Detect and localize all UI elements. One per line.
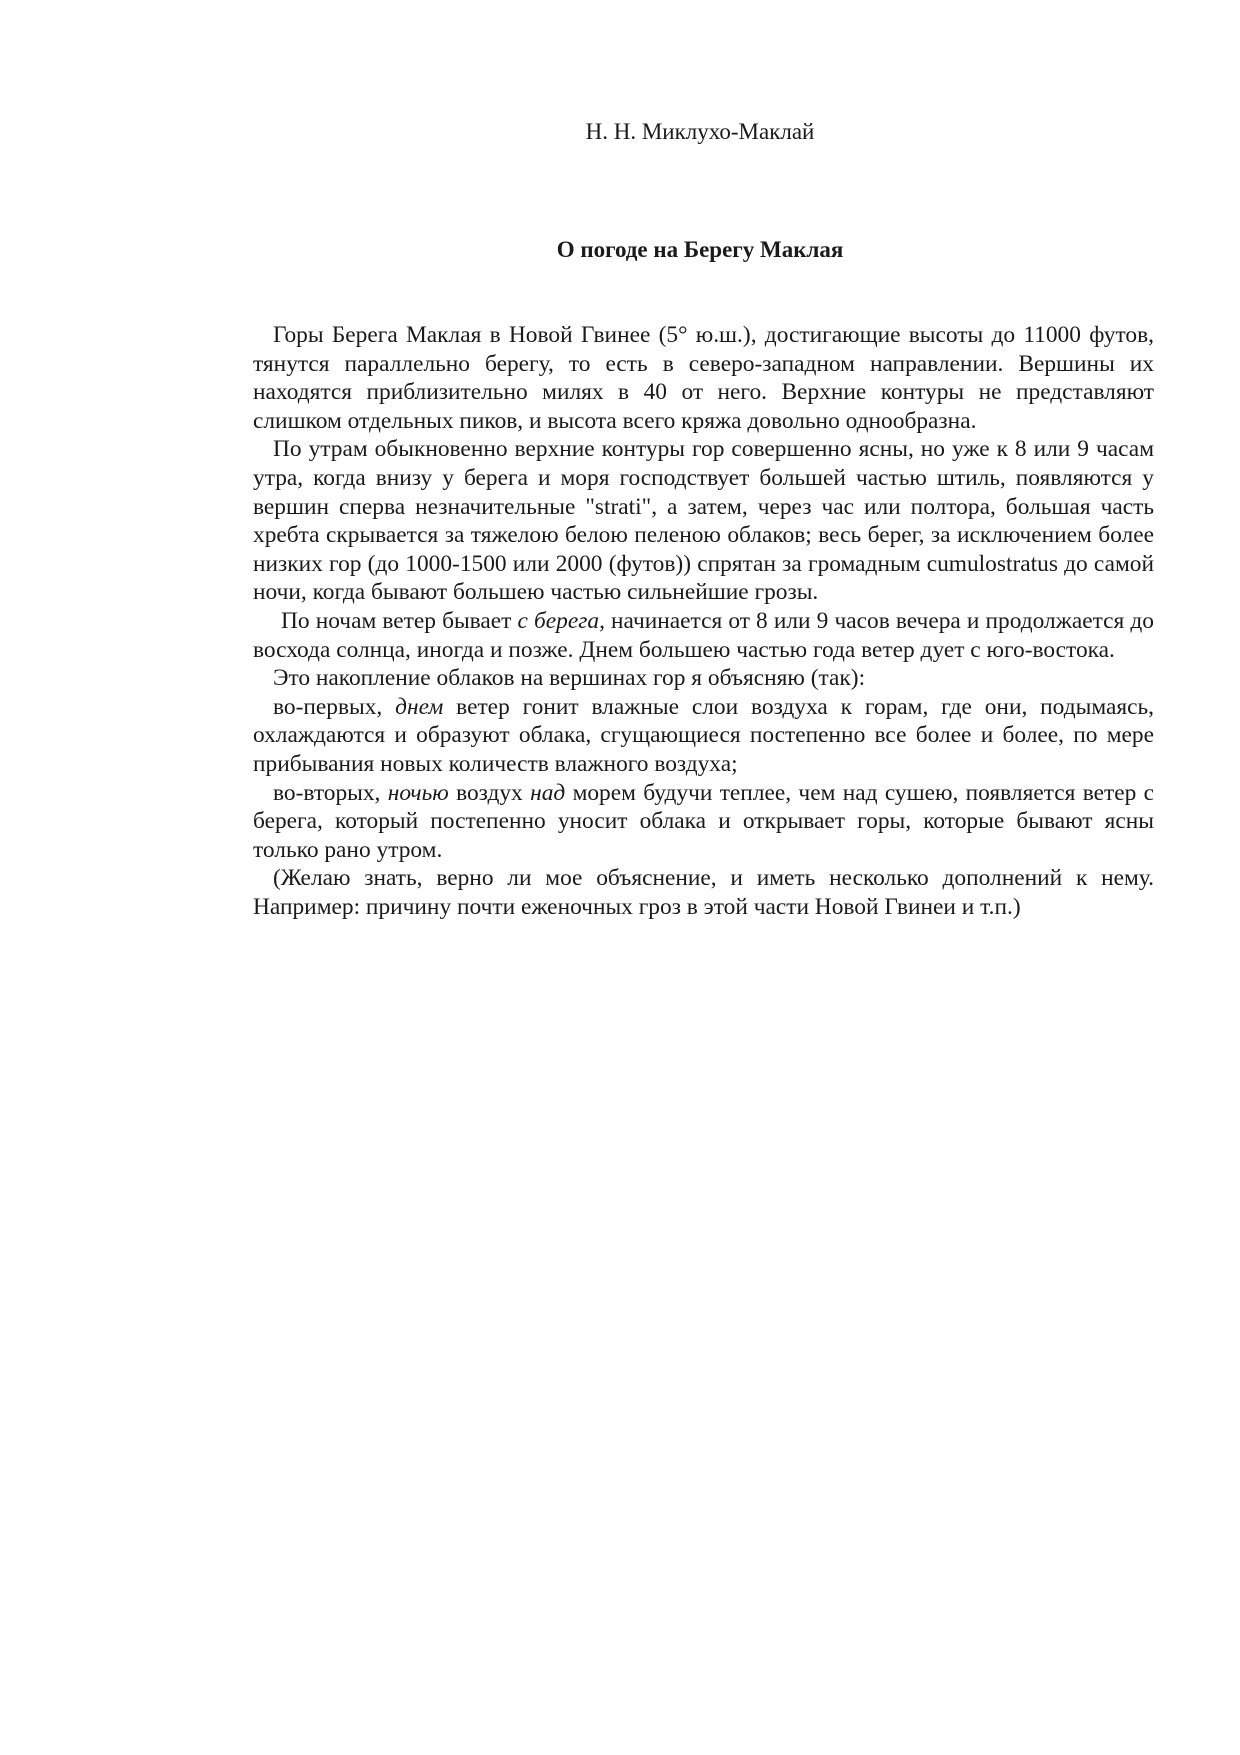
paragraph-1: Горы Берега Маклая в Новой Гвинее (5° ю.ш.), достигающие высоты до 11000 футов, тянутся параллельно берегу, то есть в северо-западном направлении. Вершины их находятся приблизительно милях в 40 от него. Верхние контуры не представляют слишком отдельных пиков, и высота всего кряжа довольно однообразна. (253, 322, 1154, 434)
paragraph-7: (Желаю знать, верно ли мое объяснение, и иметь несколько дополнений к нему. Например: причину почти еженочных гроз в этой части Новой Гвинеи и т.п.) (253, 865, 1154, 920)
paragraph-6 (253, 779, 1154, 865)
paragraph-6-italic-2: над (530, 779, 566, 806)
paragraph-3-text-b: начинается от 8 или 9 часов вечера и продолжается до восхода солнца, иногда и позже. Днем большею частью года ветер дует с юго-востока. (253, 607, 1155, 663)
paragraph-6-text-c: морем будучи теплее, чем над сушею, появляется ветер с берега, который постепенно уносит облака и открывает горы, которые бывают ясны только рано утром. (253, 779, 1155, 863)
document-title: О погоде на Берегу Маклая (556, 237, 844, 262)
paragraph-5-text-a: во-первых, (273, 693, 396, 720)
paragraph-6-text-a: во-вторых, (273, 779, 388, 806)
author-name: Н. Н. Миклухо-Маклай (585, 119, 815, 144)
paragraph-5-italic: днем (395, 693, 444, 720)
paragraph-3-italic: с берега, (517, 607, 605, 634)
paragraph-6-text-b: воздух (448, 779, 531, 806)
paragraph-4: Это накопление облаков на вершинах гор я объясняю (так): (273, 665, 866, 692)
paragraph-6-italic-1: ночью (387, 779, 449, 806)
paragraph-2: По утрам обыкновенно верхние контуры гор совершенно ясны, но уже к 8 или 9 часам утра, когда внизу у берега и моря господствует большей частью штиль, появляются у вершин сперва незначительные "strati", а затем, через час или полтора, большая часть хребта скрывается за тяжелою белою пеленою облаков; весь берег, за исключением более низких гор (до 1000-1500 или 2000 (футов)) спрятан за громадным cumulostratus до самой ночи, когда бывают большею частью сильнейшие грозы. (253, 436, 1154, 606)
document-body (253, 321, 1154, 921)
paragraph-3 (253, 607, 1154, 664)
paragraph-5-text-b: ветер гонит влажные слои воздуха к горам, где они, подымаясь, охлаждаются и образуют облака, сгущающиеся постепенно все более и более, по мере прибывания новых количеств влажного воздуха; (253, 693, 1154, 777)
paragraph-5 (253, 693, 1154, 779)
paragraph-3-text-a: По ночам ветер бывает (281, 607, 518, 634)
